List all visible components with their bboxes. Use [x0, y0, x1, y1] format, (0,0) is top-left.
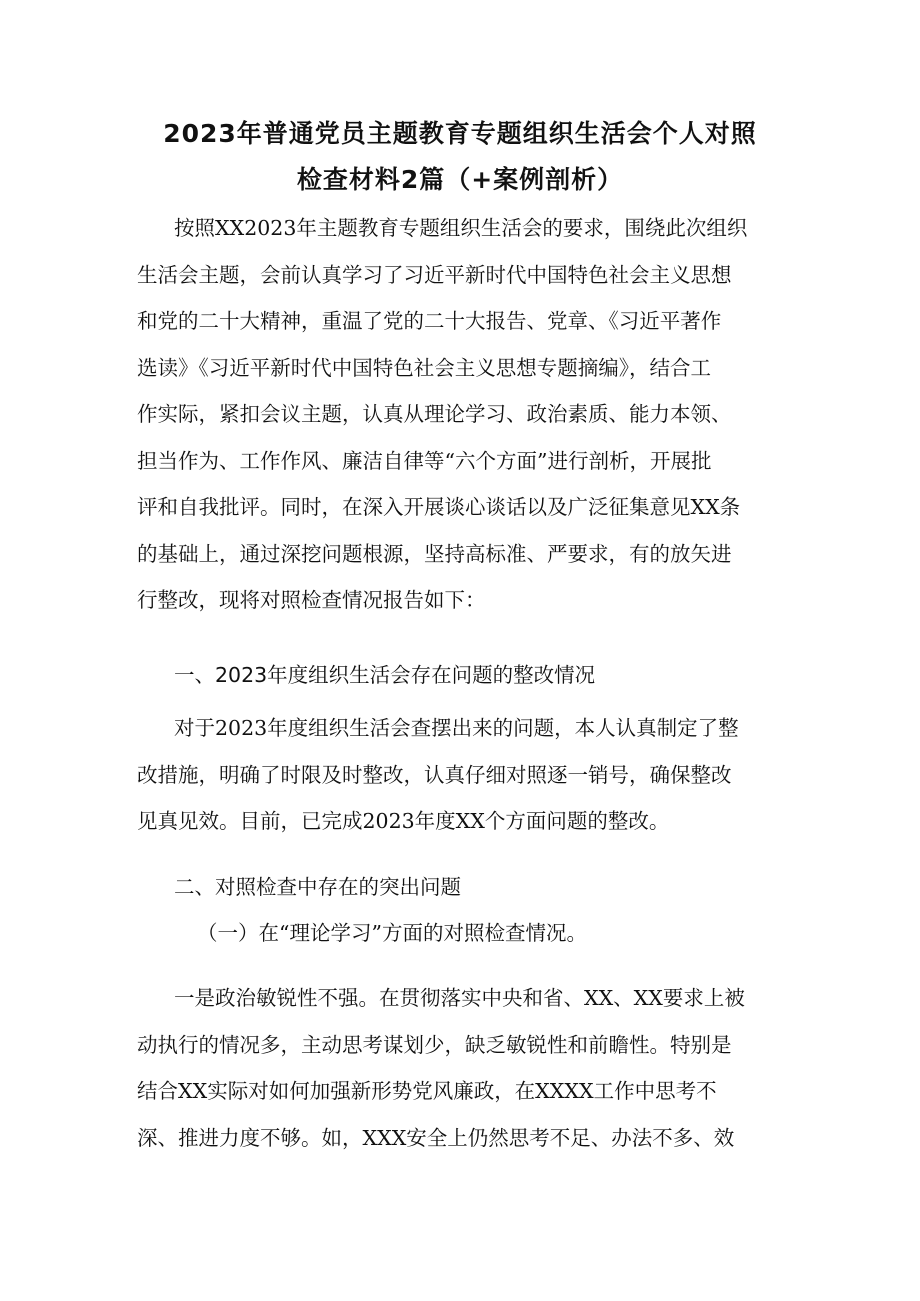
section-1-line: 改措施，明确了时限及时整改，认真仔细对照逐一销号，确保整改 — [137, 763, 732, 787]
subsection-1-heading: （一）在“理论学习”方面的对照检查情况。 — [197, 921, 587, 945]
intro-line: 作实际，紧扣会议主题，认真从理论学习、政治素质、能力本领、 — [137, 402, 732, 426]
section-1-line: 对于2023年度组织生活会查摆出来的问题，本人认真制定了整 — [174, 716, 739, 740]
section-1-heading: 一、2023年度组织生活会存在问题的整改情况 — [174, 663, 596, 687]
intro-line: 按照XX2023年主题教育专题组织生活会的要求，围绕此次组织 — [174, 216, 748, 240]
document-title-line-1: 2023年普通党员主题教育专题组织生活会个人对照 — [163, 119, 757, 148]
section-2-heading: 二、对照检查中存在的突出问题 — [174, 875, 461, 899]
intro-line: 生活会主题，会前认真学习了习近平新时代中国特色社会主义思想 — [137, 263, 732, 287]
intro-line: 评和自我批评。同时，在深入开展谈心谈话以及广泛征集意见XX条 — [137, 495, 741, 519]
section-1-line: 见真见效。目前，已完成2023年度XX个方面问题的整改。 — [137, 809, 670, 833]
intro-line: 的基础上，通过深挖问题根源，坚持高标准、严要求，有的放矢进 — [137, 542, 732, 566]
subsection-1-line: 结合XX实际对如何加强新形势党风廉政，在XXXX工作中思考不 — [137, 1079, 717, 1103]
subsection-1-line: 动执行的情况多，主动思考谋划少，缺乏敏锐性和前瞻性。特别是 — [137, 1033, 732, 1057]
intro-line: 担当作为、工作作风、廉洁自律等“六个方面”进行剖析，开展批 — [137, 449, 712, 473]
subsection-1-line: 深、推进力度不够。如，XXX安全上仍然思考不足、办法不多、效 — [137, 1126, 735, 1150]
intro-line: 选读》《习近平新时代中国特色社会主义思想专题摘编》，结合工 — [137, 356, 711, 380]
intro-line: 行整改，现将对照检查情况报告如下： — [137, 588, 486, 612]
subsection-1-line: 一是政治敏锐性不强。在贯彻落实中央和省、XX、XX要求上被 — [174, 986, 745, 1010]
intro-line: 和党的二十大精神，重温了党的二十大报告、党章、《习近平著作 — [137, 309, 722, 333]
document-title-line-2: 检查材料2篇（+案例剖析） — [296, 165, 624, 194]
